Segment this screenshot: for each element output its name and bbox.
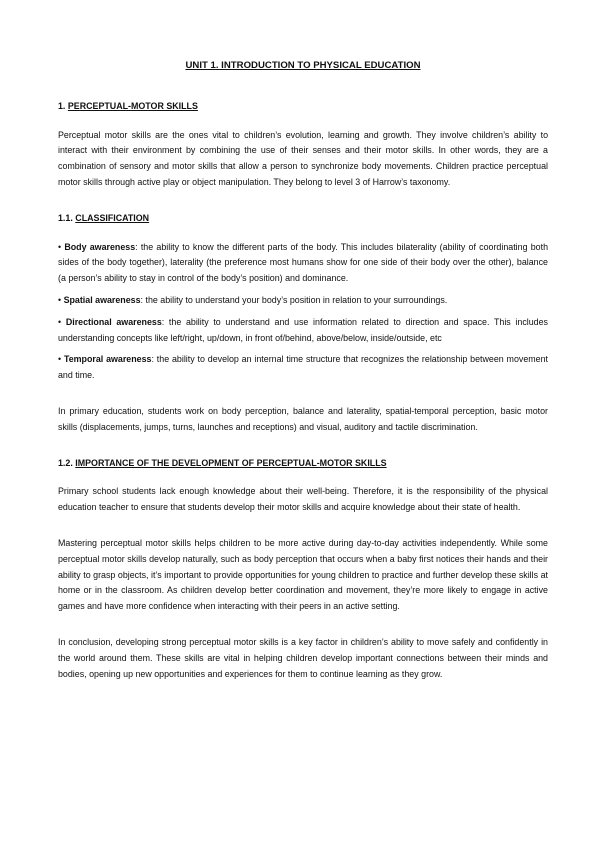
item-text: : the ability to understand and use information related to direction and space. This includes understanding concepts like left/right, up/down, in front of/behind, above/below, inside/outside, etc [58, 316, 548, 343]
primary-education-paragraph: In primary education, students work on body perception, balance and laterality, spatial-temporal perception, basic motor skills (displacements, jumps, turns, launches and receptions) and visual, auditory and tactile discrimination. [58, 405, 548, 432]
document-page [58, 58, 548, 696]
bullet-icon: • [58, 241, 62, 252]
section-1-2-number: 1.2. [58, 457, 73, 468]
section-1-title: PERCEPTUAL-MOTOR SKILLS [67, 100, 198, 111]
item-term: Directional awareness [65, 316, 162, 327]
classification-item [58, 315, 548, 347]
page-title: UNIT 1. INTRODUCTION TO PHYSICAL EDUCATION [185, 60, 421, 71]
section-1-2-heading [58, 456, 548, 472]
classification-item [58, 352, 548, 384]
section-1-1-heading [58, 211, 548, 227]
bullet-icon: • [58, 294, 62, 305]
item-term: Spatial awareness [63, 294, 141, 305]
classification-item [58, 240, 548, 287]
section-1-1-number: 1.1. [58, 212, 73, 223]
bullet-icon: • [58, 354, 62, 365]
conclusion-paragraph: In conclusion, developing strong perceptual motor skills is a key factor in children’s ability to move safely and confidently in the world around them. These skills are vital in helping children develop important connections between their minds and bodies, opening up new opportunities and experiences for them to continue learning as they grow. [58, 636, 548, 679]
item-text: : the ability to develop an internal time structure that recognizes the relationship between movement and time. [58, 354, 548, 381]
bullet-icon: • [58, 316, 62, 327]
item-term: Body awareness [64, 241, 136, 252]
section-1-heading [58, 99, 548, 115]
section-1-intro: Perceptual motor skills are the ones vital to children’s evolution, learning and growth. They involve children’s ability to interact with their environment by combining the use of their senses and their motor skills. In other words, they are a combination of sensory and motor skills that allow a person to synchronize body movements. Children practice perceptual motor skills through active play or object manipulation. They belong to level 3 of Harrow’s taxonomy. [58, 129, 548, 187]
importance-paragraph-1: Primary school students lack enough knowledge about their well-being. Therefore, it is the responsibility of the physical education teacher to ensure that students develop their motor skills and acquire knowledge about their state of health. [58, 486, 548, 513]
item-text: : the ability to understand your body’s position in relation to your surroundings. [140, 294, 448, 305]
item-term: Temporal awareness [63, 354, 152, 365]
section-1-1-title: CLASSIFICATION [75, 212, 150, 223]
importance-paragraph-2: Mastering perceptual motor skills helps children to be more active during day-to-day activities independently. While some perceptual motor skills develop naturally, such as body perception that occurs when a baby first notices their hands and their ability to grasp objects, it’s important to provide opportunities for young children to practice and further develop these skills at home or in the classroom. As children develop better coordination and movement, they’re more likely to engage in active games and have more confidence when interacting with their peers in an active setting. [58, 537, 548, 612]
section-1-2-title: IMPORTANCE OF THE DEVELOPMENT OF PERCEPTUAL-MOTOR SKILLS [75, 457, 387, 468]
section-1-number: 1. [58, 100, 66, 111]
classification-item [58, 293, 548, 309]
item-text: : the ability to know the different parts of the body. This includes bilaterality (ability of coordinating both sides of the body together), laterality (the preference most humans show for one side of their body over the other), balance (a person’s ability to stay in control of the body’s position) and dominance. [58, 241, 549, 284]
